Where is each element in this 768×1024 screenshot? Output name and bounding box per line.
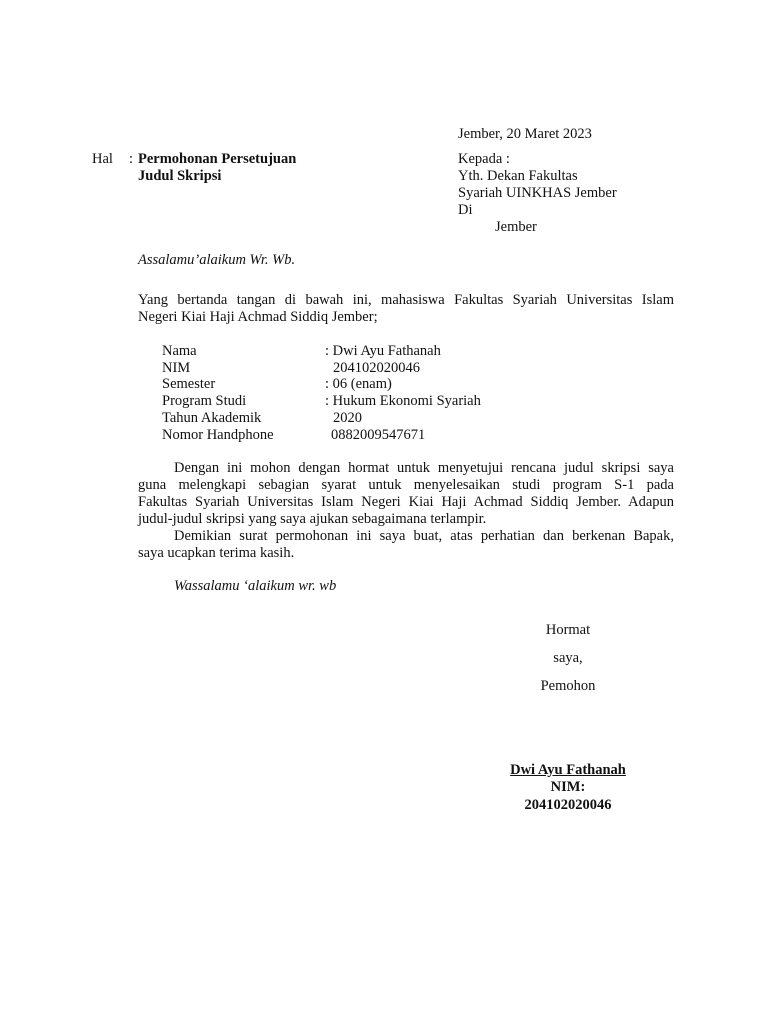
identity-row [162, 343, 542, 360]
recipient-line-3: Syariah UINKHAS Jember [458, 185, 617, 201]
letter-date: Jember, 20 Maret 2023 [458, 126, 592, 142]
identity-value: 204102020046 [333, 360, 420, 376]
recipient-line-4: Di [458, 202, 473, 218]
body-line: saya ucapkan terima kasih. [138, 545, 295, 561]
identity-row [162, 410, 542, 427]
identity-label: Nama [162, 343, 197, 359]
hal-colon: : [129, 151, 134, 167]
subject-line-2: Judul Skripsi [138, 168, 222, 184]
recipient-line-2: Yth. Dekan Fakultas [458, 168, 578, 184]
body-line: Fakultas Syariah Universitas Islam Negeri Kiai Haji Achmad Siddiq Jember. Adapun [138, 494, 674, 510]
identity-row [162, 427, 542, 444]
identity-label: Nomor Handphone [162, 427, 274, 443]
intro-line-1: Yang bertanda tangan di bawah ini, mahasiswa Fakultas Syariah Universitas Islam [138, 292, 674, 308]
recipient-line-5: Jember [495, 219, 537, 235]
identity-row [162, 360, 542, 377]
subject-line-1: Permohonan Persetujuan [138, 151, 297, 167]
identity-label: NIM [162, 360, 191, 376]
signatory-name: Dwi Ayu Fathanah [510, 762, 626, 778]
signatory-nim-label: NIM: [550, 779, 586, 795]
identity-label: Program Studi [162, 393, 247, 409]
identity-value: : Dwi Ayu Fathanah [325, 343, 441, 359]
identity-row [162, 376, 542, 393]
identity-label: Semester [162, 376, 216, 392]
identity-value: : Hukum Ekonomi Syariah [325, 393, 481, 409]
identity-row [162, 393, 542, 410]
recipient-line-1: Kepada : [458, 151, 510, 167]
body-line: Dengan ini mohon dengan hormat untuk menyetujui rencana judul skripsi saya [174, 460, 674, 476]
signature-line-1: Hormat [545, 622, 591, 638]
greeting: Assalamu’alaikum Wr. Wb. [138, 252, 296, 268]
body-line: Demikian surat permohonan ini saya buat, atas perhatian dan berkenan Bapak, [174, 528, 674, 544]
body-line: judul-judul skripsi yang saya ajukan sebagaimana terlampir. [138, 511, 487, 527]
body-line: guna melengkapi sebagian syarat untuk menyelesaikan studi program S-1 pada [138, 477, 674, 493]
closing-salutation: Wassalamu ‘alaikum wr. wb [174, 578, 337, 594]
identity-value: 2020 [333, 410, 362, 426]
signatory-nim-value: 204102020046 [524, 797, 612, 813]
hal-label: Hal [92, 151, 113, 167]
intro-line-2: Negeri Kiai Haji Achmad Siddiq Jember; [138, 309, 378, 325]
identity-value: 0882009547671 [331, 427, 426, 443]
identity-label: Tahun Akademik [162, 410, 262, 426]
signature-line-3: Pemohon [540, 678, 596, 694]
signature-line-2: saya, [553, 650, 583, 666]
identity-value: : 06 (enam) [325, 376, 392, 392]
